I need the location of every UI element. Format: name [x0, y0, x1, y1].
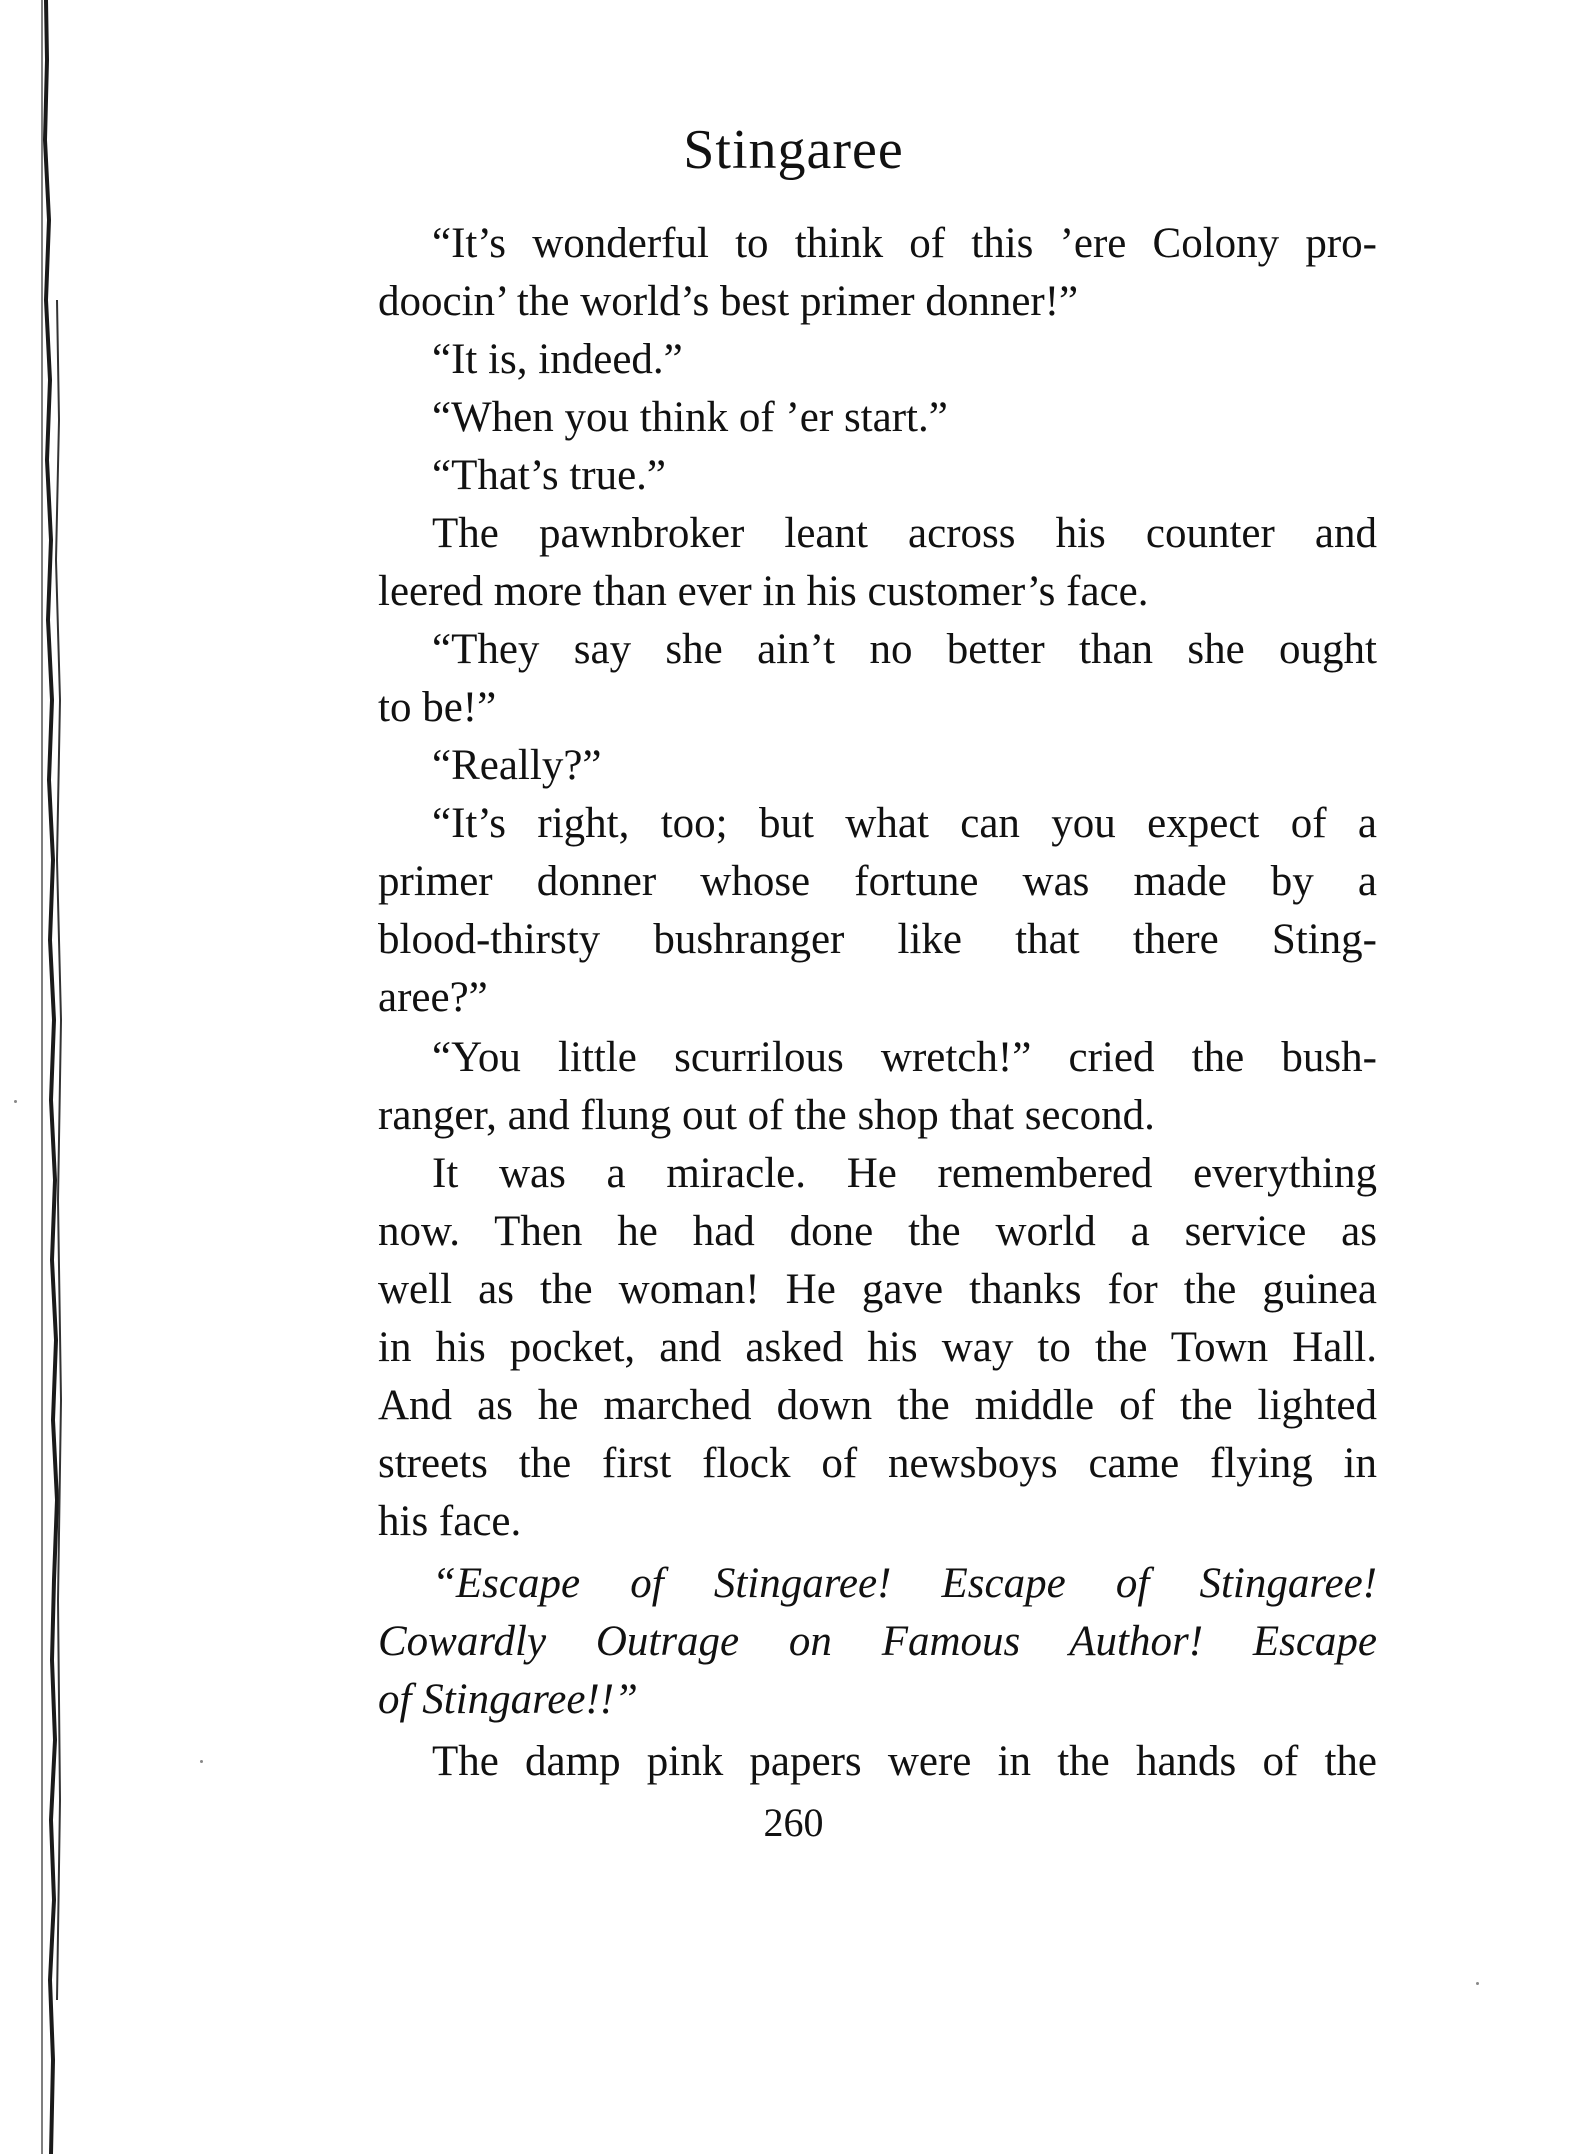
text-line: blood-thirsty bushranger like that there Sting-	[378, 916, 1377, 963]
text-line: “It is, indeed.”	[432, 336, 683, 383]
running-title: Stingaree	[683, 119, 904, 181]
text-line: “That’s true.”	[432, 452, 667, 499]
scan-speck	[1476, 1982, 1479, 1985]
text-line: his face.	[378, 1498, 522, 1545]
text-line: “You little scurrilous wretch!” cried the bush-	[432, 1034, 1377, 1081]
text-line: And as he marched down the middle of the lighted	[378, 1382, 1377, 1429]
scan-speck	[200, 1760, 203, 1763]
text-line: aree?”	[378, 974, 488, 1021]
text-line: It was a miracle. He remembered everything	[432, 1150, 1377, 1197]
headline-line: of Stingaree!!”	[378, 1676, 638, 1723]
text-line: “Really?”	[432, 742, 602, 789]
page-number: 260	[763, 1800, 824, 1845]
text-line: “When you think of ’er start.”	[432, 394, 948, 441]
scan-speck	[14, 1100, 17, 1103]
text-line: leered more than ever in his customer’s face.	[378, 568, 1149, 615]
text-line: primer donner whose fortune was made by a	[378, 858, 1377, 905]
text-line: well as the woman! He gave thanks for the guinea	[378, 1266, 1377, 1313]
text-line: now. Then he had done the world a service as	[378, 1208, 1377, 1255]
text-line: to be!”	[378, 684, 497, 731]
text-line: The pawnbroker leant across his counter and	[432, 510, 1377, 557]
text-line: streets the first flock of newsboys came flying in	[378, 1440, 1377, 1487]
text-line: “It’s wonderful to think of this ’ere Colony pro-	[432, 220, 1377, 267]
headline-line: Cowardly Outrage on Famous Author! Escape	[378, 1618, 1377, 1665]
headline-line: “Escape of Stingaree! Escape of Stingaree!	[432, 1560, 1377, 1607]
text-line: in his pocket, and asked his way to the Town Hall.	[378, 1324, 1377, 1371]
text-line: doocin’ the world’s best primer donner!”	[378, 278, 1079, 325]
text-line: The damp pink papers were in the hands of the	[432, 1738, 1377, 1785]
text-line: “They say she ain’t no better than she ought	[432, 626, 1377, 673]
text-line: ranger, and flung out of the shop that second.	[378, 1092, 1155, 1139]
text-line: “It’s right, too; but what can you expect of a	[432, 800, 1377, 847]
